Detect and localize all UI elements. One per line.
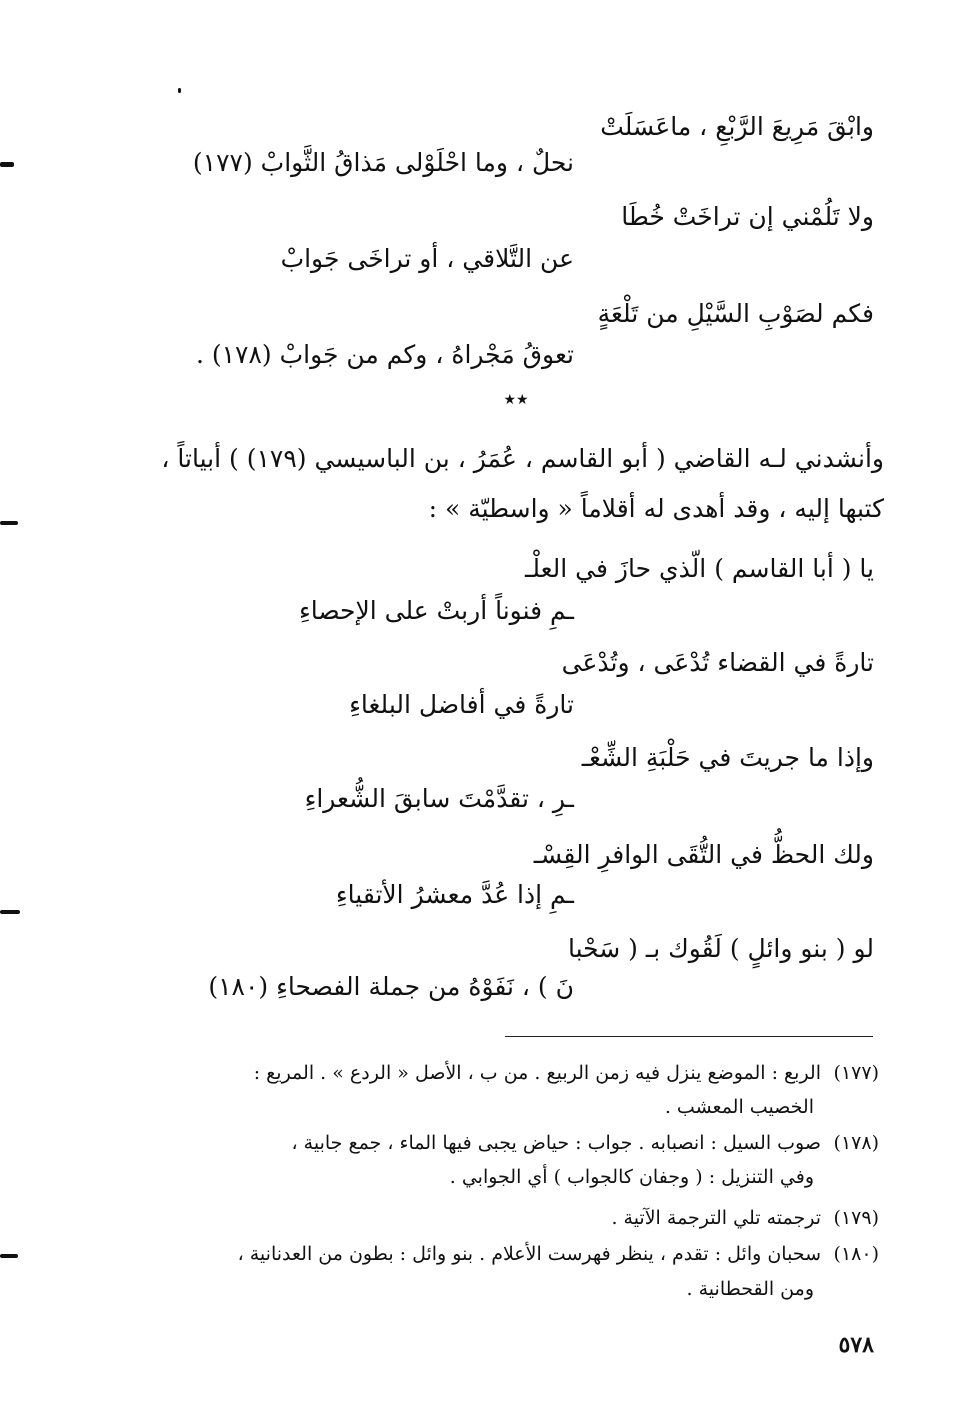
- section-separator: ★★: [503, 392, 529, 408]
- footnote-number: (١٧٩): [833, 1207, 879, 1229]
- margin-mark: [0, 521, 18, 525]
- verse-3-hemistich-2: تعوقُ مَجْراهُ ، وكم من جَوابْ (١٧٨) .: [195, 340, 574, 369]
- verse-6-hemistich-1: وإذا ما جريتَ في حَلْبَةِ الشِّعْـ: [581, 743, 874, 772]
- footnote-177-continuation: الخصيب المعشب .: [664, 1096, 814, 1118]
- verse-4-hemistich-1: يا ( أبا القاسم ) الّذي حازَ في العلْـ: [525, 554, 874, 583]
- verse-2-hemistich-2: عن التَّلاقي ، أو تراخَى جَوابْ: [280, 244, 574, 273]
- footnote-180-continuation: ومن القحطانية .: [686, 1278, 814, 1300]
- footnote-text: سحبان وائل : تقدم ، ينظر فهرست الأعلام . بنو وائل : بطون من العدنانية ،: [237, 1243, 821, 1265]
- footnote-180: [238, 1239, 879, 1269]
- footnote-text: صوب السيل : انصبابه . جواب : حياض يجبى فيها الماء ، جمع جابية ،: [291, 1132, 821, 1154]
- margin-mark: [0, 910, 20, 914]
- verse-5-hemistich-1: تارةً في القضاء تُدْعَى ، وتُدْعَى: [561, 648, 874, 677]
- verse-7-hemistich-2: ـمِ إذا عُدَّ معشرُ الأتقياءِ: [335, 880, 574, 909]
- page-number: ٥٧٨: [838, 1332, 874, 1358]
- verse-2-hemistich-1: ولا تَلُمْني إن تراخَتْ خُطَا: [621, 202, 874, 231]
- footnote-177: [254, 1058, 879, 1088]
- verse-3-hemistich-1: فكم لصَوْبِ السَّيْلِ من تَلْعَةٍ: [597, 299, 874, 328]
- margin-mark: [0, 162, 14, 167]
- footnote-179: [611, 1203, 879, 1233]
- verse-5-hemistich-2: تارةً في أفاضل البلغاءِ: [349, 690, 574, 719]
- footnote-number: (١٧٧): [833, 1062, 879, 1084]
- verse-1-hemistich-2: نحلٌ ، وما احْلَوْلى مَذاقُ الثَّوابْ (١٧٧): [192, 148, 574, 177]
- footnote-separator: [505, 1036, 873, 1037]
- footnote-178: [292, 1128, 880, 1158]
- verse-6-hemistich-2: ـرِ ، تقدَّمْتَ سابقَ الشُّعراءِ: [304, 784, 574, 813]
- footnote-178-continuation: وفي التنزيل : ( وجفان كالجواب ) أي الجوابي .: [449, 1166, 814, 1188]
- intro-line-2: كتبها إليه ، وقد أهدى له أقلاماً « واسطيّة » :: [428, 494, 884, 523]
- footnote-text: ترجمته تلي الترجمة الآتية .: [611, 1207, 821, 1229]
- verse-8-hemistich-1: لو ( بنو وائلٍ ) لَقُوك بـ ( سَحْبا: [567, 934, 874, 963]
- verse-4-hemistich-2: ـمِ فنوناً أربتْ على الإحصاءِ: [299, 596, 574, 625]
- intro-line-1: وأنشدني لـه القاضي ( أبو القاسم ، عُمَرُ ، بن الباسيسي (١٧٩) ) أبياتاً ،: [161, 444, 884, 473]
- footnote-number: (١٧٨): [833, 1132, 879, 1154]
- verse-8-hemistich-2: نَ ) ، نَفَوْهُ من جملة الفصحاءِ (١٨٠): [208, 972, 574, 1001]
- margin-mark: [0, 1254, 18, 1258]
- footnote-text: الربع : الموضع ينزل فيه زمن الربيع . من ب ، الأصل « الردع » . المريع :: [253, 1062, 821, 1084]
- verse-1-hemistich-1: وابْقَ مَرِيعَ الرَّبْعِ ، ماعَسَلَتْ: [600, 112, 874, 141]
- verse-7-hemistich-1: ولك الحظُّ في التُّقَى الوافرِ القِسْـ: [533, 840, 874, 869]
- footnote-number: (١٨٠): [833, 1243, 879, 1265]
- speck: [178, 88, 181, 93]
